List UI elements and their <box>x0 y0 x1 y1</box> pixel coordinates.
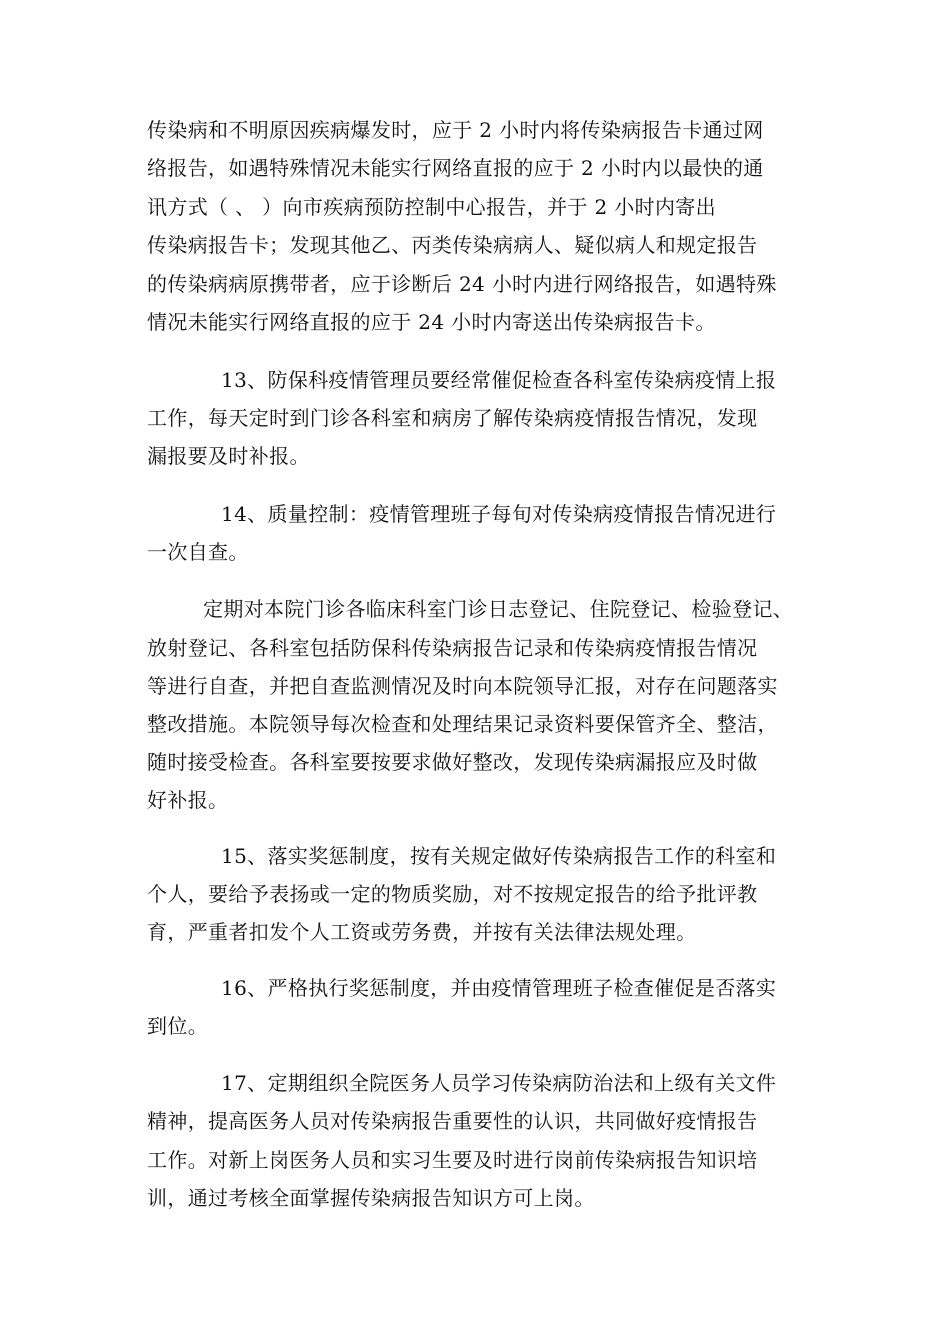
text-line: 放射登记、各科室包括防保科传染病报告记录和传染病疫情报告情况 <box>147 636 758 660</box>
text-line: 育，严重者扣发个人工资或劳务费，并按有关法律法规处理。 <box>147 920 697 944</box>
text-line: 精神，提高医务人员对传染病报告重要性的认识，共同做好疫情报告 <box>147 1109 758 1133</box>
text-line: 漏报要及时补报。 <box>147 444 310 468</box>
text-line: 传染病报告卡；发现其他乙、丙类传染病病人、疑似病人和规定报告 <box>147 233 758 257</box>
text-line: 个人，要给予表扬或一定的物质奖励，对不按规定报告的给予批评教 <box>147 882 758 906</box>
text-line: 定期对本院门诊各临床科室门诊日志登记、住院登记、检验登记、 <box>203 597 794 621</box>
text-line: 传染病和不明原因疾病爆发时，应于 2 小时内将传染病报告卡通过网 <box>147 118 764 142</box>
text-line: 的传染病病原携带者，应于诊断后 24 小时内进行网络报告，如遇特殊 <box>147 272 777 296</box>
text-line: 13、防保科疫情管理员要经常催促检查各科室传染病疫情上报 <box>221 368 777 392</box>
text-line: 工作。对新上岗医务人员和实习生要及时进行岗前传染病报告知识培 <box>147 1148 758 1172</box>
text-line: 整改措施。本院领导每次检查和处理结果记录资料要保管齐全、整洁， <box>147 712 778 736</box>
text-line: 等进行自查，并把自查监测情况及时向本院领导汇报，对存在问题落实 <box>147 674 778 698</box>
text-line: 工作，每天定时到门诊各科室和病房了解传染病疫情报告情况，发现 <box>147 406 758 430</box>
text-line: 17、定期组织全院医务人员学习传染病防治法和上级有关文件 <box>221 1071 777 1095</box>
text-line: 络报告，如遇特殊情况未能实行网络直报的应于 2 小时内以最快的通 <box>147 156 764 180</box>
text-line: 情况未能实行网络直报的应于 24 小时内寄送出传染病报告卡。 <box>147 310 716 334</box>
text-line: 好补报。 <box>147 788 229 812</box>
text-line: 训，通过考核全面掌握传染病报告知识方可上岗。 <box>147 1186 595 1210</box>
text-line: 到位。 <box>147 1014 209 1038</box>
text-line: 一次自查。 <box>147 540 249 564</box>
text-line: 讯方式（ 、 ）向市疾病预防控制中心报告，并于 2 小时内寄出 <box>147 195 717 219</box>
text-line: 14、质量控制：疫情管理班子每旬对传染病疫情报告情况进行 <box>221 502 777 526</box>
text-line: 随时接受检查。各科室要按要求做好整改，发现传染病漏报应及时做 <box>147 750 758 774</box>
text-line: 15、落实奖惩制度，按有关规定做好传染病报告工作的科室和 <box>221 844 777 868</box>
text-line: 16、严格执行奖惩制度，并由疫情管理班子检查催促是否落实 <box>221 976 777 1000</box>
